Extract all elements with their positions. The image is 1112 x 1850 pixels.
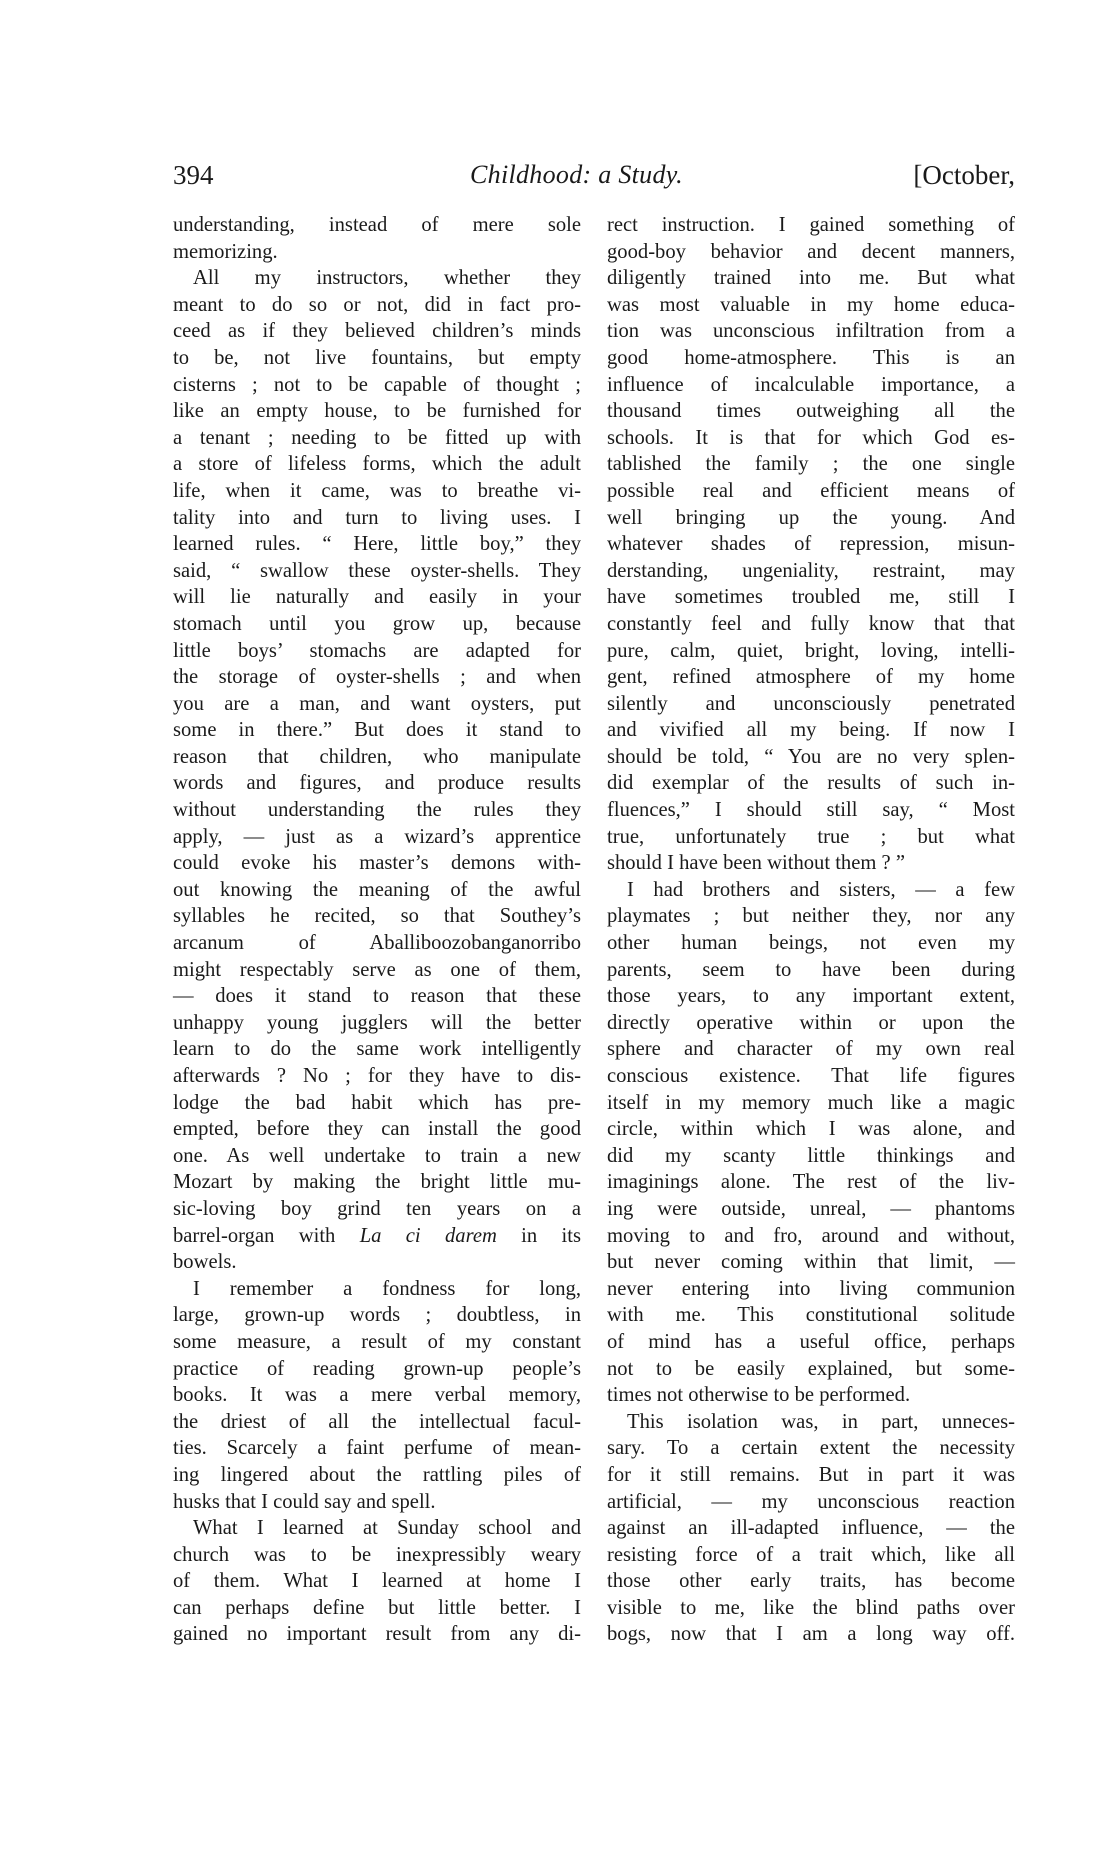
text-line: not to be easily explained, but some-: [607, 1357, 1015, 1380]
text-line: and vivified all my being. If now I: [607, 719, 1015, 742]
text-line: — does it stand to reason that these: [173, 985, 581, 1008]
text-line: could evoke his master’s demons with-: [173, 852, 581, 875]
text-line: sphere and character of my own real: [607, 1038, 1015, 1061]
running-date: [October,: [913, 160, 1015, 190]
text-line: meant to do so or not, did in fact pro-: [173, 293, 581, 316]
text-line: This isolation was, in part, unneces-: [627, 1410, 1015, 1433]
text-line: large, grown-up words ; doubtless, in: [173, 1304, 581, 1327]
text-line: with me. This constitutional solitude: [607, 1304, 1015, 1327]
text-line: true, unfortunately true ; but what: [607, 825, 1015, 848]
text-line: should be told, “ You are no very splen-: [607, 745, 1015, 768]
text-line: What I learned at Sunday school and: [193, 1517, 581, 1540]
text-line: visible to me, like the blind paths over: [607, 1596, 1015, 1619]
text-line: bogs, now that I am a long way off.: [607, 1623, 1015, 1646]
text-line: those other early traits, has become: [607, 1570, 1015, 1593]
text-line: well bringing up the young. And: [607, 506, 1015, 529]
text-line: ties. Scarcely a faint perfume of mean-: [173, 1437, 581, 1460]
left-column: [173, 212, 581, 1648]
text-line: but never coming within that limit, —: [607, 1251, 1015, 1274]
text-line: tablished the family ; the one single: [607, 453, 1015, 476]
text-line: ing lingered about the rattling piles of: [173, 1463, 581, 1486]
text-line: syllables he recited, so that Southey’s: [173, 905, 581, 928]
text-line: can perhaps define but little better. I: [173, 1596, 581, 1619]
text-line: did my scanty little thinkings and: [607, 1144, 1015, 1167]
text-line: the storage of oyster-shells ; and when: [173, 666, 581, 689]
text-line: sic-loving boy grind ten years on a: [173, 1197, 581, 1220]
text-line: to be, not live fountains, but empty: [173, 346, 581, 369]
text-line: I remember a fondness for long,: [193, 1277, 581, 1300]
text-line: you are a man, and want oysters, put: [173, 692, 581, 715]
text-line: sary. To a certain extent the necessity: [607, 1437, 1015, 1460]
text-line: conscious existence. That life figures: [607, 1065, 1015, 1087]
right-column: [607, 212, 1015, 1648]
running-title: Childhood: a Study.: [470, 160, 683, 189]
text-line: whatever shades of repression, misun-: [607, 533, 1015, 556]
text-line: thousand times outweighing all the: [607, 400, 1015, 423]
text-line: I had brothers and sisters, — a few: [627, 878, 1015, 901]
text-line: little boys’ stomachs are adapted for: [173, 639, 581, 662]
running-head: [173, 158, 1015, 192]
text-line: good home-atmosphere. This is an: [607, 346, 1015, 369]
text-line: ing were outside, unreal, — phantoms: [607, 1197, 1015, 1220]
text-line: said, “ swallow these oyster-shells. They: [173, 559, 581, 582]
text-line: itself in my memory much like a magic: [607, 1091, 1015, 1114]
text-line: have sometimes troubled me, still I: [607, 586, 1015, 609]
text-line: arcanum of Aballiboozobanganorribo: [173, 932, 581, 955]
text-line: reason that children, who manipulate: [173, 745, 581, 768]
text-line: influence of incalculable importance, a: [607, 373, 1015, 396]
text-line: Mozart by making the bright little mu-: [173, 1171, 581, 1194]
text-line: lodge the bad habit which has pre-: [173, 1091, 581, 1114]
text-line: of them. What I learned at home I: [173, 1570, 581, 1593]
text-line: empted, before they can install the good: [173, 1118, 581, 1141]
text-line: those years, to any important extent,: [607, 985, 1015, 1008]
text-line: did exemplar of the results of such in-: [607, 772, 1015, 795]
text-line: against an ill-adapted influence, — the: [607, 1517, 1015, 1540]
text-line: times not otherwise to be performed.: [607, 1384, 911, 1407]
text-line: afterwards ? No ; for they have to dis-: [173, 1065, 581, 1087]
text-line: derstanding, ungeniality, restraint, may: [607, 559, 1015, 582]
text-line: learned rules. “ Here, little boy,” they: [173, 533, 581, 556]
text-line: memorizing.: [173, 240, 278, 263]
text-line: life, when it came, was to breathe vi-: [173, 479, 581, 502]
text-line: moving to and fro, around and without,: [607, 1224, 1015, 1247]
text-line: circle, within which I was alone, and: [607, 1118, 1015, 1141]
text-line: apply, — just as a wizard’s apprentice: [173, 825, 581, 848]
text-line: All my instructors, whether they: [193, 267, 581, 290]
text-line: rect instruction. I gained something of: [607, 214, 1015, 236]
text-line: other human beings, not even my: [607, 932, 1015, 955]
text-line: tality into and turn to living uses. I: [173, 506, 581, 529]
text-line: a tenant ; needing to be fitted up with: [173, 426, 581, 449]
text-line: of mind has a useful office, perhaps: [607, 1330, 1015, 1353]
text-line: understanding, instead of mere sole: [173, 214, 581, 236]
page-number: 394: [173, 160, 214, 190]
text-line: playmates ; but neither they, nor any: [607, 905, 1015, 928]
text-line: silently and unconsciously penetrated: [607, 692, 1015, 715]
text-line: constantly feel and fully know that that: [607, 612, 1015, 635]
text-line: good-boy behavior and decent manners,: [607, 240, 1015, 263]
text-line: ceed as if they believed children’s minds: [173, 320, 581, 343]
text-line: one. As well undertake to train a new: [173, 1144, 581, 1167]
text-line: diligently trained into me. But what: [607, 267, 1015, 290]
italic-phrase: La ci darem: [359, 1224, 497, 1247]
text-line: for it still remains. But in part it was: [607, 1463, 1015, 1486]
text-line: artificial, — my unconscious reaction: [607, 1490, 1015, 1513]
text-line: should I have been without them ? ”: [607, 852, 905, 875]
text-line: practice of reading grown-up people’s: [173, 1357, 581, 1380]
text-line: imaginings alone. The rest of the liv-: [607, 1171, 1015, 1194]
text-line: tion was unconscious infiltration from a: [607, 320, 1015, 343]
text-line: learn to do the same work intelligently: [173, 1038, 581, 1061]
text-line: possible real and efficient means of: [607, 479, 1015, 502]
text-line: gent, refined atmosphere of my home: [607, 666, 1015, 689]
text-line: never entering into living communion: [607, 1277, 1015, 1300]
text-line: some in there.” But does it stand to: [173, 719, 581, 742]
text-line: gained no important result from any di-: [173, 1623, 581, 1646]
text-line: fluences,” I should still say, “ Most: [607, 799, 1015, 822]
text-line: directly operative within or upon the: [607, 1011, 1015, 1034]
text-line: resisting force of a trait which, like all: [607, 1543, 1015, 1566]
text-line: pure, calm, quiet, bright, loving, intelli-: [607, 639, 1015, 662]
text-line: like an empty house, to be furnished for: [173, 400, 581, 423]
text-line: husks that I could say and spell.: [173, 1490, 436, 1513]
text-line: cisterns ; not to be capable of thought ;: [173, 373, 581, 396]
text-line: the driest of all the intellectual facul-: [173, 1410, 581, 1433]
text-line: was most valuable in my home educa-: [607, 293, 1015, 316]
text-line: a store of lifeless forms, which the adult: [173, 453, 581, 476]
text-line: parents, seem to have been during: [607, 958, 1015, 981]
text-line: out knowing the meaning of the awful: [173, 878, 581, 901]
text-line: schools. It is that for which God es-: [607, 426, 1015, 449]
text-line: might respectably serve as one of them,: [173, 958, 581, 981]
text-line: without understanding the rules they: [173, 799, 581, 822]
text-line: barrel-organ with La ci darem in its: [173, 1224, 581, 1247]
text-line: stomach until you grow up, because: [173, 612, 581, 635]
text-line: unhappy young jugglers will the better: [173, 1011, 581, 1034]
text-line: church was to be inexpressibly weary: [173, 1543, 581, 1566]
text-line: will lie naturally and easily in your: [173, 586, 581, 609]
text-line: bowels.: [173, 1251, 237, 1274]
text-line: words and figures, and produce results: [173, 772, 581, 795]
text-line: some measure, a result of my constant: [173, 1330, 581, 1353]
text-line: books. It was a mere verbal memory,: [173, 1384, 581, 1407]
